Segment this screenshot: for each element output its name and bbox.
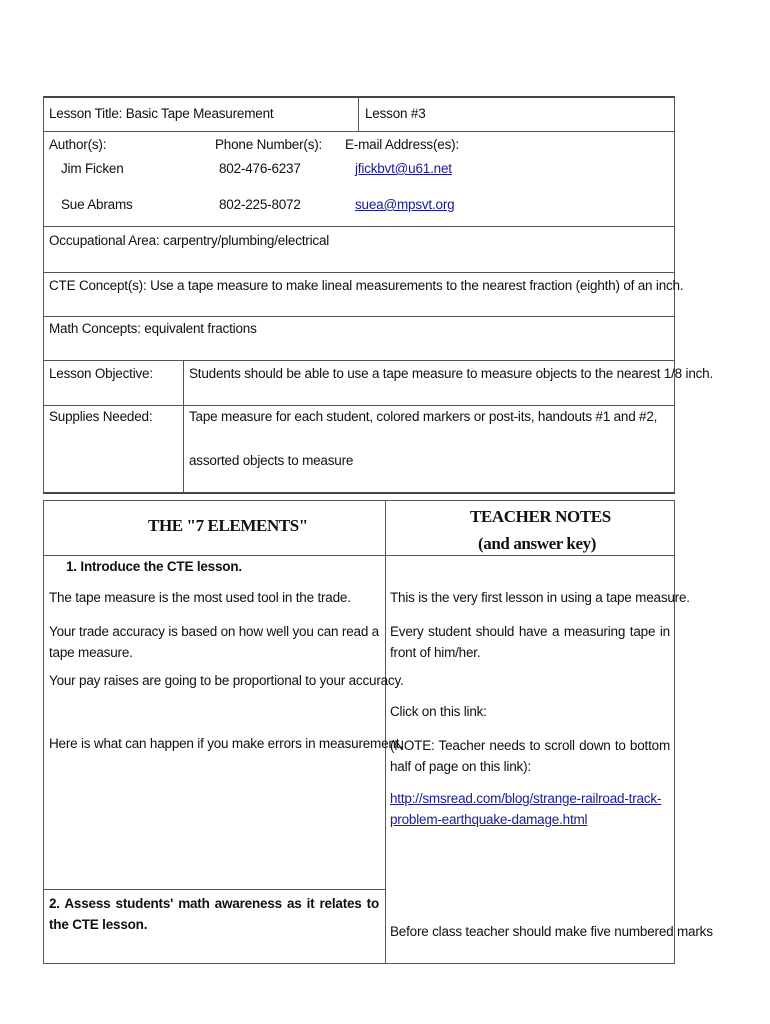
supplies-text: Tape measure for each student, colored markers or post-its, handouts #1 and #2, [189,409,658,424]
lesson-title: Lesson Title: Basic Tape Measurement [49,106,274,121]
teacher-note: Every student should have a measuring tape in front of him/her. [390,624,670,660]
objective-text: Students should be able to use a tape measure to measure objects to the nearest 1/8 inch. [189,366,714,381]
section-2-title: 2. Assess students' math awareness as it relates to the CTE lesson. [49,896,379,932]
math-concepts: Math Concepts: equivalent fractions [49,321,257,336]
intro-paragraph: The tape measure is the most used tool in the trade. [49,590,351,605]
email-label: E-mail Address(es): [345,137,459,152]
author-email-link[interactable]: jfickbvt@u61.net [355,161,452,176]
teacher-note: (NOTE: Teacher needs to scroll down to bottom half of page on this link): [390,738,670,774]
teacher-notes-subheader: (and answer key) [478,534,596,553]
author-email-link[interactable]: suea@mpsvt.org [355,197,455,212]
railroad-article-link[interactable]: http://smsread.com/blog/strange-railroad-track-problem-earthquake-damage.html [390,791,662,827]
lesson-number: Lesson #3 [365,106,426,121]
cte-concepts: CTE Concept(s): Use a tape measure to make lineal measurements to the nearest fraction (eighth) of an inch. [49,278,684,293]
author-name: Jim Ficken [61,161,124,176]
authors-label: Author(s): [49,137,107,152]
author-name: Sue Abrams [61,197,133,212]
author-phone: 802-476-6237 [219,161,301,176]
teacher-note: This is the very first lesson in using a tape measure. [390,590,690,605]
teacher-note: Before class teacher should make five numbered marks [390,924,713,939]
intro-paragraph: Your pay raises are going to be proportional to your accuracy. [49,673,404,688]
objective-label: Lesson Objective: [49,366,153,381]
phone-label: Phone Number(s): [215,137,323,152]
supplies-text: assorted objects to measure [189,453,354,468]
elements-header: THE "7 ELEMENTS" [148,516,308,535]
intro-paragraph: Here is what can happen if you make errors in measurement. [49,736,403,751]
teacher-notes-header: TEACHER NOTES [470,507,611,526]
intro-paragraph: Your trade accuracy is based on how well you can read a tape measure. [49,624,379,660]
supplies-label: Supplies Needed: [49,409,153,424]
author-phone: 802-225-8072 [219,197,301,212]
section-1-title: 1. Introduce the CTE lesson. [66,559,242,574]
occupational-area: Occupational Area: carpentry/plumbing/electrical [49,233,330,248]
teacher-note: Click on this link: [390,704,487,719]
